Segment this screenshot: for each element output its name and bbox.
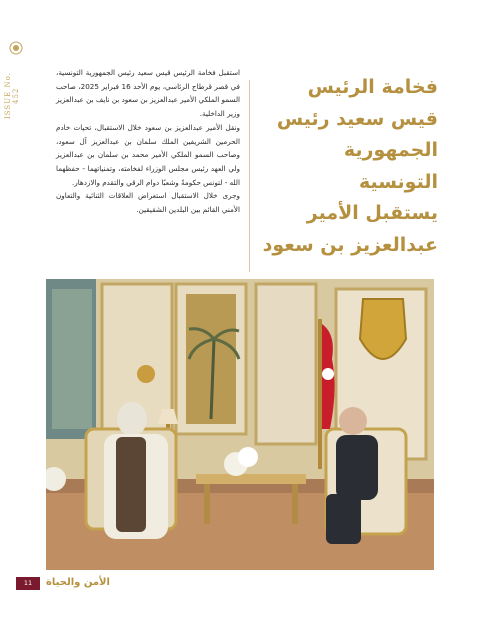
headline-line: الجمهورية التونسية bbox=[343, 139, 438, 193]
article-paragraph: استقبل فخامة الرئيس قيس سعيد رئيس الجمهورية التونسية، في قصر قرطاج الرئاسي، يوم الأحد 16 فبراير 2025، صاحب السمو الملكي الأمير عبدالعزيز بن سعود بن نايف بن عبدالعزيز وزير الداخلية. bbox=[56, 68, 240, 119]
magazine-title: الأمن والحياة bbox=[46, 577, 110, 588]
meeting-photo bbox=[46, 279, 434, 570]
article-body bbox=[56, 66, 240, 217]
headline-line: عبدالعزيز بن سعود bbox=[262, 233, 438, 256]
page-number-badge: 11 bbox=[16, 577, 40, 590]
column-divider bbox=[249, 80, 250, 272]
article-paragraph: وجرى خلال الاستقبال استعراض العلاقات الثنائية والتعاون الأمني القائم بين البلدين الشقيقين. bbox=[56, 191, 240, 215]
headline-line: فخامة الرئيس bbox=[307, 76, 438, 98]
headline bbox=[262, 72, 438, 261]
gold-emblem-icon bbox=[9, 40, 23, 54]
article-paragraph: ونقل الأمير عبدالعزيز بن سعود خلال الاستقبال، تحيات خادم الحرمين الشريفين الملك سلمان بن عبدالعزيز آل سعود، وصاحب السمو الملكي الأمير محمد بن سلمان بن عبدالعزيز ولي العهد رئيس مجلس الوزراء لفخامته، وتمنياتهما - حفظهما الله - لتونس حكومةً وشعبًا دوام الرقي والتقدم والازدهار. bbox=[56, 122, 240, 187]
issue-number: ISSUE No. 452 bbox=[4, 72, 20, 120]
headline-line: قيس سعيد رئيس bbox=[276, 107, 438, 130]
headline-line: يستقبل الأمير bbox=[306, 202, 438, 224]
